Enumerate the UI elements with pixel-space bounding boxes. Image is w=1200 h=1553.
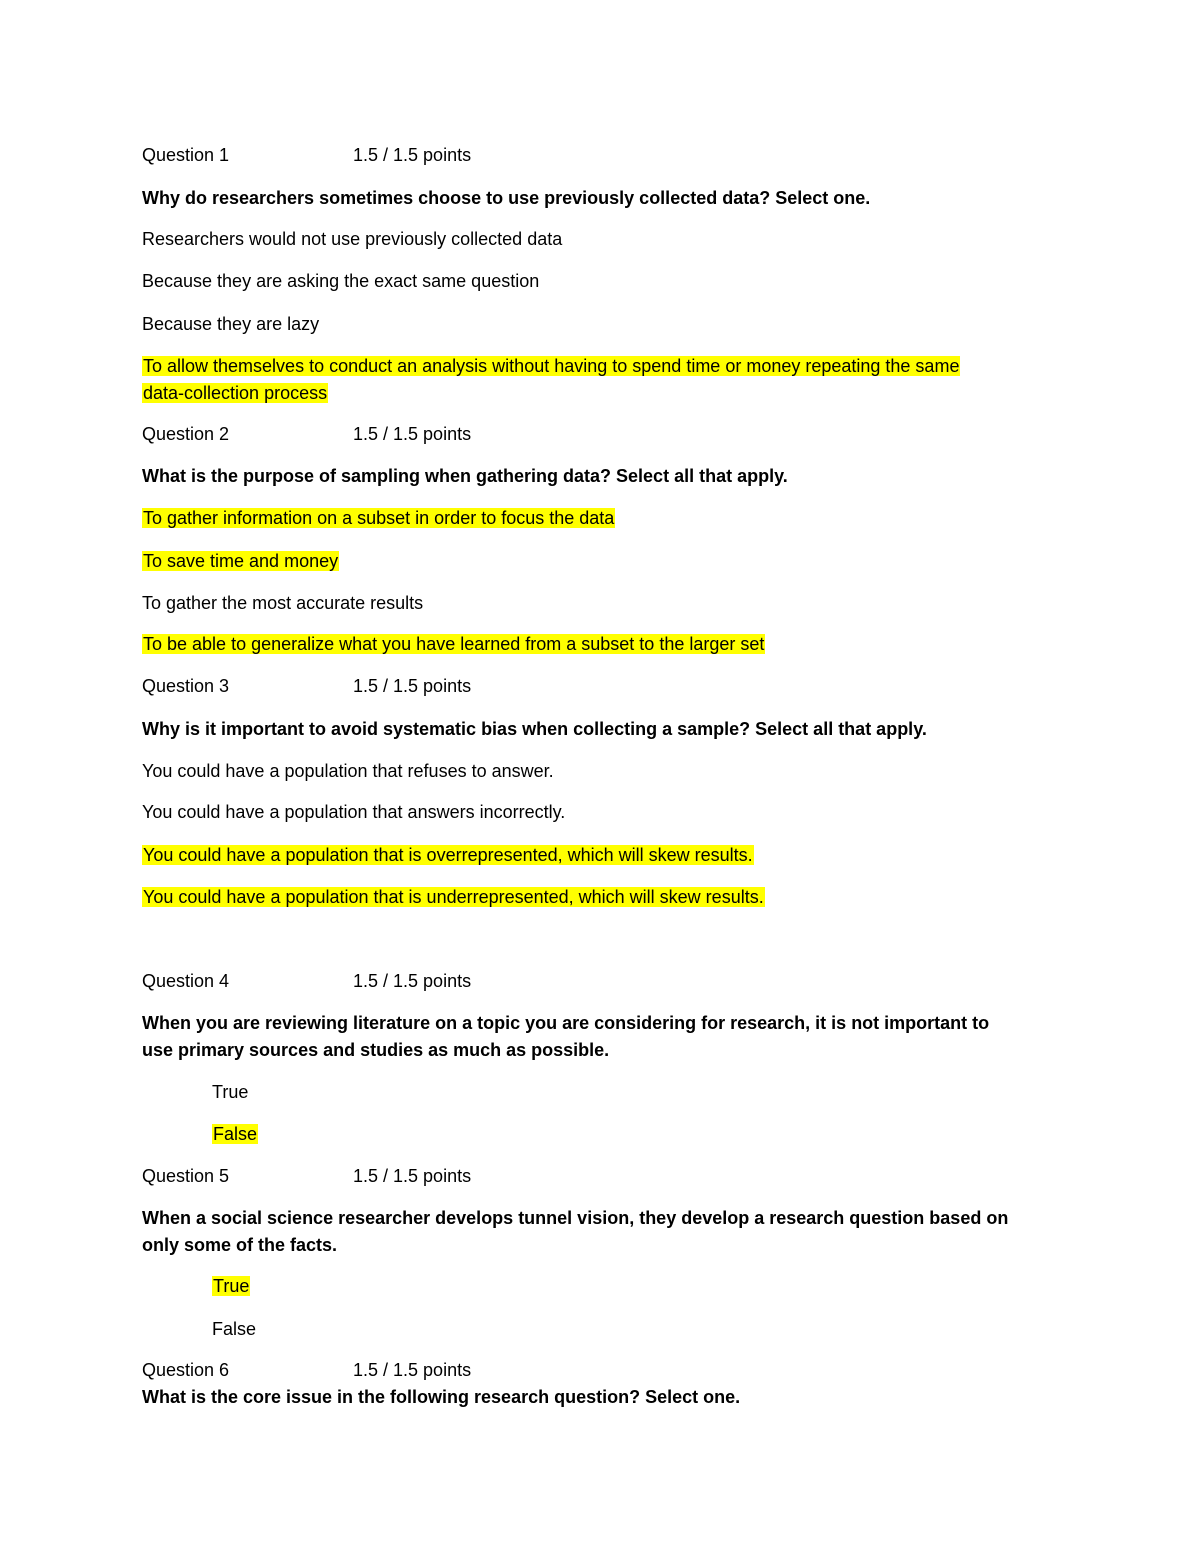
- question-label: Question 3: [142, 676, 230, 696]
- highlighted-answer-text: You could have a population that is overrepresented, which will skew results.: [143, 845, 753, 865]
- question-label: Question 5: [142, 1166, 230, 1186]
- question-points: 1.5 / 1.5 points: [353, 971, 472, 991]
- question-header: [142, 673, 471, 700]
- highlighted-answer-text: To save time and money: [143, 551, 339, 571]
- question-prompt: When you are reviewing literature on a topic you are considering for research, it is not important to: [142, 1013, 990, 1033]
- question-label: Question 6: [142, 1360, 230, 1380]
- answer-option-selected: [142, 842, 754, 869]
- question-points: 1.5 / 1.5 points: [353, 1360, 472, 1380]
- answer-option-selected: [142, 548, 339, 575]
- question-header: [142, 1357, 471, 1384]
- question-header: [142, 421, 471, 448]
- question-prompt: When a social science researcher develops tunnel vision, they develop a research question based on: [142, 1208, 1009, 1228]
- answer-option: To gather the most accurate results: [142, 593, 424, 613]
- question-label: Question 1: [142, 145, 230, 165]
- answer-option: False: [212, 1319, 257, 1339]
- question-prompt: What is the core issue in the following research question? Select one.: [142, 1387, 741, 1407]
- highlighted-answer-text: To be able to generalize what you have learned from a subset to the larger set: [143, 634, 765, 654]
- answer-option-selected-continued: [142, 380, 328, 407]
- question-header: [142, 968, 471, 995]
- question-prompt-continued: only some of the facts.: [142, 1235, 338, 1255]
- question-prompt: Why is it important to avoid systematic bias when collecting a sample? Select all that apply.: [142, 719, 927, 739]
- answer-option: You could have a population that refuses to answer.: [142, 761, 554, 781]
- answer-option-selected: [212, 1273, 250, 1300]
- answer-option-selected: [212, 1121, 258, 1148]
- question-points: 1.5 / 1.5 points: [353, 676, 472, 696]
- answer-option: Researchers would not use previously collected data: [142, 229, 563, 249]
- question-points: 1.5 / 1.5 points: [353, 1166, 472, 1186]
- highlighted-answer-text: To gather information on a subset in order to focus the data: [143, 508, 615, 528]
- answer-option: Because they are lazy: [142, 314, 320, 334]
- question-prompt-continued: use primary sources and studies as much as possible.: [142, 1040, 610, 1060]
- question-points: 1.5 / 1.5 points: [353, 424, 472, 444]
- question-label: Question 4: [142, 971, 230, 991]
- answer-option-selected: [142, 505, 615, 532]
- highlighted-answer-text: You could have a population that is underrepresented, which will skew results.: [143, 887, 764, 907]
- answer-option-selected: [142, 631, 765, 658]
- question-prompt: What is the purpose of sampling when gathering data? Select all that apply.: [142, 466, 788, 486]
- question-prompt: Why do researchers sometimes choose to use previously collected data? Select one.: [142, 188, 871, 208]
- question-header: [142, 1163, 471, 1190]
- answer-option: True: [212, 1082, 249, 1102]
- question-points: 1.5 / 1.5 points: [353, 145, 472, 165]
- question-header: [142, 142, 471, 169]
- highlighted-answer-text: data-collection process: [143, 383, 328, 403]
- highlighted-answer-text: False: [213, 1124, 258, 1144]
- answer-option-selected: [142, 353, 960, 380]
- question-label: Question 2: [142, 424, 230, 444]
- answer-option-selected: [142, 884, 765, 911]
- highlighted-answer-text: True: [213, 1276, 250, 1296]
- answer-option: You could have a population that answers incorrectly.: [142, 802, 566, 822]
- highlighted-answer-text: To allow themselves to conduct an analysis without having to spend time or money repeating the same: [143, 356, 960, 376]
- answer-option: Because they are asking the exact same question: [142, 271, 540, 291]
